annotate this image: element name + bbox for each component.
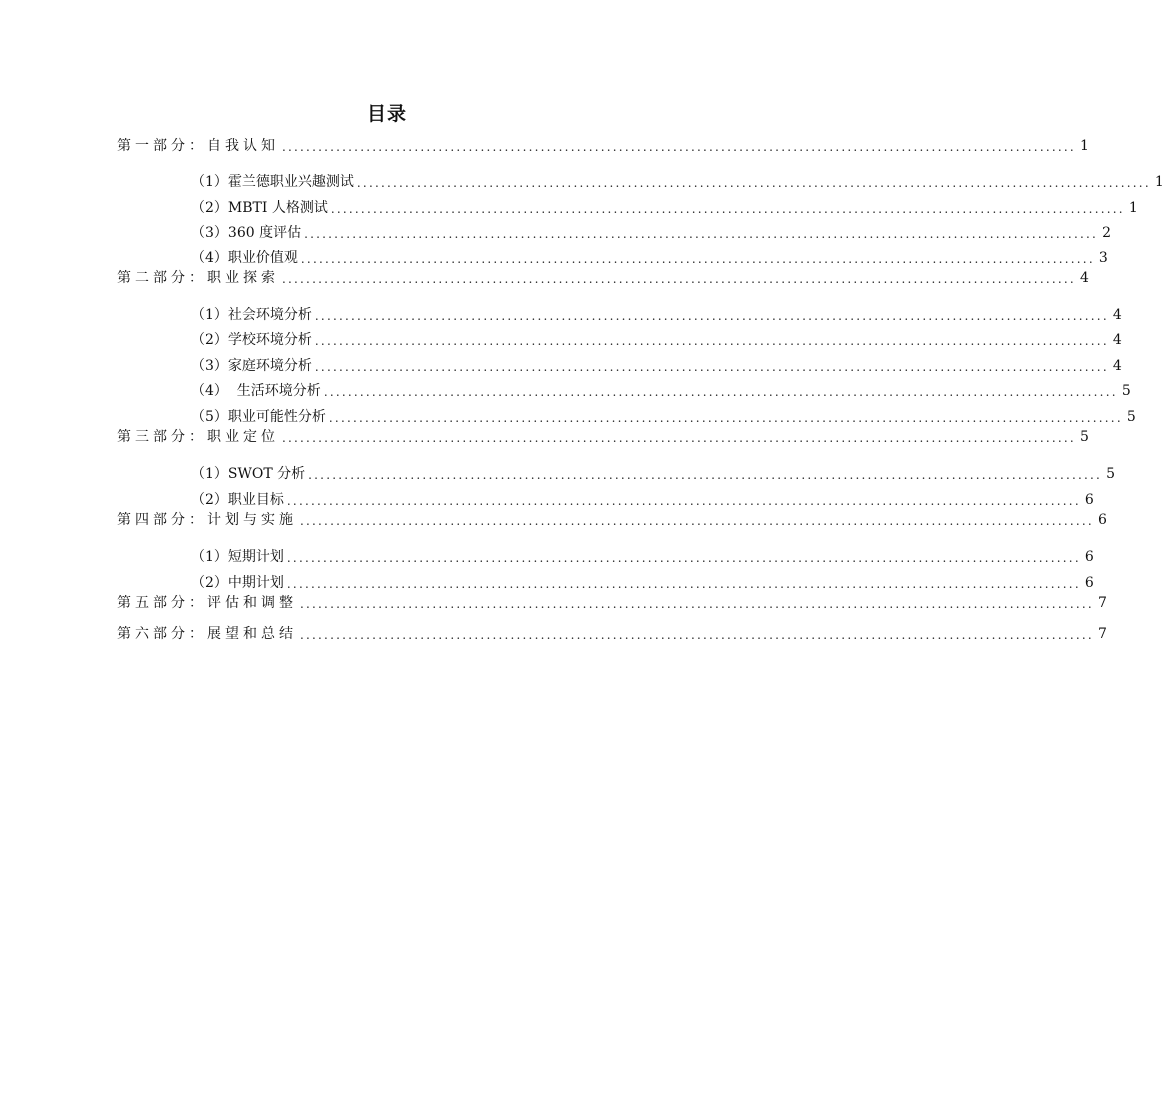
toc-entry-page-number: 6 — [1084, 492, 1094, 508]
toc-entry-label: 第四部分：计划与实施 — [117, 512, 297, 528]
toc-entry-label: 第三部分：职业定位 — [117, 429, 279, 445]
toc-dot-leader: .................................................................................................................................... — [282, 272, 1076, 286]
toc-entry-page-number: 5 — [1106, 466, 1116, 482]
toc-dot-leader: .................................................................................................................................... — [300, 628, 1094, 642]
toc-entry-1-3[interactable] — [191, 223, 1112, 243]
toc-entry-label: 第二部分：职业探索 — [117, 270, 279, 286]
toc-entry-label: （1）SWOT 分析 — [191, 466, 306, 482]
toc-entry-label: （3）家庭环境分析 — [191, 358, 312, 374]
toc-entry-page-number: 4 — [1112, 358, 1122, 374]
toc-dot-leader: .................................................................................................................................... — [314, 334, 1109, 348]
toc-entry-part-5[interactable] — [117, 593, 1107, 613]
toc-entry-page-number: 5 — [1080, 429, 1089, 445]
toc-entry-2-1[interactable] — [191, 305, 1122, 325]
toc-entry-page-number: 7 — [1098, 626, 1107, 642]
toc-entry-3-1[interactable] — [191, 464, 1116, 484]
toc-entry-label: （3）360 度评估 — [191, 225, 302, 241]
toc-entry-label: （2）MBTI 人格测试 — [191, 200, 328, 216]
toc-entry-label: （5）职业可能性分析 — [191, 409, 326, 425]
toc-entry-3-2[interactable] — [191, 490, 1094, 510]
toc-entry-label: 第五部分：评估和调整 — [117, 595, 297, 611]
toc-entry-1-1[interactable] — [191, 172, 1164, 192]
toc-dot-leader: .................................................................................................................................... — [314, 309, 1109, 323]
toc-entry-label: （4）职业价值观 — [191, 250, 298, 266]
toc-entry-page-number: 4 — [1080, 270, 1089, 286]
toc-entry-1-4[interactable] — [191, 248, 1108, 268]
toc-entry-page-number: 1 — [1128, 200, 1138, 216]
toc-entry-page-number: 4 — [1112, 332, 1122, 348]
toc-entry-page-number: 2 — [1102, 225, 1112, 241]
toc-entry-part-2[interactable] — [117, 268, 1089, 288]
toc-entry-2-4[interactable] — [191, 381, 1131, 401]
toc-dot-leader: .................................................................................................................................... — [308, 468, 1103, 482]
toc-dot-leader: .................................................................................................................................... — [314, 360, 1109, 374]
toc-entry-label: （2）职业目标 — [191, 492, 284, 508]
toc-dot-leader: .................................................................................................................................... — [286, 494, 1081, 508]
toc-dot-leader: .................................................................................................................................... — [356, 176, 1151, 190]
toc-entry-label: （4） 生活环境分析 — [191, 383, 321, 399]
toc-entry-part-6[interactable] — [117, 624, 1107, 644]
toc-dot-leader: .................................................................................................................................... — [286, 577, 1081, 591]
toc-dot-leader: .................................................................................................................................... — [304, 227, 1099, 241]
toc-entry-page-number: 7 — [1098, 595, 1107, 611]
toc-dot-leader: .................................................................................................................................... — [328, 411, 1123, 425]
toc-entry-2-2[interactable] — [191, 330, 1122, 350]
toc-entry-page-number: 5 — [1126, 409, 1136, 425]
toc-entry-page-number: 1 — [1080, 138, 1089, 154]
toc-entry-4-1[interactable] — [191, 547, 1094, 567]
toc-dot-leader: .................................................................................................................................... — [323, 385, 1118, 399]
toc-entry-page-number: 4 — [1112, 307, 1122, 323]
toc-entry-label: （1）社会环境分析 — [191, 307, 312, 323]
toc-dot-leader: .................................................................................................................................... — [286, 551, 1081, 565]
toc-entry-part-1[interactable] — [117, 136, 1089, 156]
toc-entry-label: 第六部分：展望和总结 — [117, 626, 297, 642]
toc-entry-label: （1）霍兰德职业兴趣测试 — [191, 174, 354, 190]
toc-entry-part-4[interactable] — [117, 510, 1107, 530]
toc-entry-label: 第一部分：自我认知 — [117, 138, 279, 154]
toc-dot-leader: .................................................................................................................................... — [282, 140, 1076, 154]
toc-entry-page-number: 3 — [1098, 250, 1108, 266]
toc-dot-leader: .................................................................................................................................... — [300, 514, 1094, 528]
toc-entry-page-number: 6 — [1084, 549, 1094, 565]
toc-entry-1-2[interactable] — [191, 198, 1138, 218]
toc-entry-page-number: 1 — [1154, 174, 1164, 190]
toc-dot-leader: .................................................................................................................................... — [300, 597, 1094, 611]
toc-dot-leader: .................................................................................................................................... — [282, 431, 1076, 445]
toc-title: 目录 — [366, 103, 407, 125]
toc-entry-2-3[interactable] — [191, 356, 1122, 376]
toc-entry-label: （2）学校环境分析 — [191, 332, 312, 348]
toc-dot-leader: .................................................................................................................................... — [300, 252, 1095, 266]
toc-entry-label: （2）中期计划 — [191, 575, 284, 591]
toc-entry-page-number: 6 — [1084, 575, 1094, 591]
toc-entry-part-3[interactable] — [117, 427, 1089, 447]
toc-entry-2-5[interactable] — [191, 407, 1136, 427]
toc-dot-leader: .................................................................................................................................... — [330, 202, 1125, 216]
toc-entry-page-number: 6 — [1098, 512, 1107, 528]
toc-entry-label: （1）短期计划 — [191, 549, 284, 565]
toc-entry-4-2[interactable] — [191, 573, 1094, 593]
toc-entry-page-number: 5 — [1121, 383, 1131, 399]
